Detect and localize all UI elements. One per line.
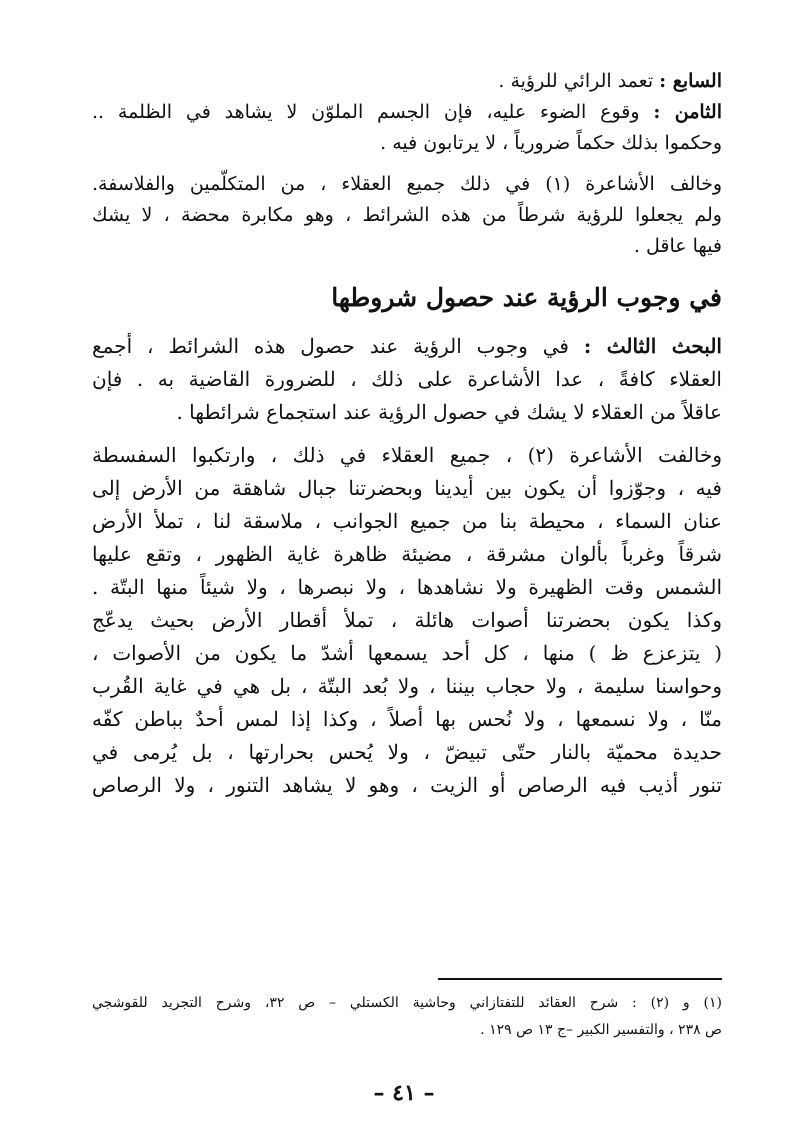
line-label: الثامن : [653,101,722,123]
text-line: منّا ، ولا نسمعها ، ولا نُحس بها أصلاً ، وكذا إذا لمس أحدٌ بباطن كفّه [92,707,722,731]
text-line: تنور أذيب فيه الرصاص أو الزيت ، وهو لا يشاهد التنور ، ولا الرصاص [92,773,722,797]
section-paragraph [92,330,722,802]
text-line: الشمس وقت الظهيرة ولا نشاهدها ، ولا نبصرها ، ولا شيئاً منها البتّة . [92,575,722,599]
text-line: وحكموا بذلك حكماً ضرورياً ، لا يرتابون فيه . [380,132,722,154]
text-line: وحواسنا سليمة ، ولا حجاب بيننا ، ولا بُعد البتّة ، بل هي في غاية القُرب [92,674,722,698]
page-body [92,66,722,802]
line-label: السابع : [659,70,722,92]
line-label: البحث الثالث : [583,334,722,358]
text-line: السابع : تعمد الرائي للرؤية . [498,70,722,92]
text-line: العقلاء كافةً ، عدا الأشاعرة على ذلك ، للضرورة القاضية به . فإن [92,367,722,391]
text-line: البحث الثالث : في وجوب الرؤية عند حصول هذه الشرائط ، أجمع [92,334,722,358]
text-line: عاقلاً من العقلاء لا يشك في حصول الرؤية عند استجماع شرائطها . [176,400,722,424]
footnotes [92,990,722,1044]
text-line: وكذا يكون بحضرتنا أصوات هائلة ، تملأ أقطار الأرض بحيث يدعّج [92,608,722,632]
footnote-divider [438,978,722,980]
text-line: ولم يجعلوا للرؤية شرطاً من هذه الشرائط ، وهو مكابرة محضة ، لا يشك [92,204,722,226]
footnote-line: ص ٢٣٨ ، والتفسير الكبير –ج ١٣ ص ١٢٩ . [480,1022,722,1038]
text-line: وخالف الأشاعرة (١) في ذلك جميع العقلاء ، من المتكلّمين والفلاسفة. [92,173,722,195]
text-line: الثامن : وقوع الضوء عليه، فإن الجسم الملوّن لا يشاهد في الظلمة .. [92,101,722,123]
text-line: فيه ، وجوّزوا أن يكون بين أيدينا وبحضرتنا جبال شاهقة من الأرض إلى [92,476,722,500]
text-line: فيها عاقل . [633,235,722,257]
text-line: شرقاً وغرباً بألوان مشرقة ، مضيئة ظاهرة غاية الظهور ، وتقع عليها [92,542,722,566]
section-heading: في وجوب الرؤية عند حصول شروطها [331,283,722,312]
text-line: ( يتزعزع ظ ) منها ، كل أحد يسمعها أشدّ ما يكون من الأصوات ، [92,641,722,665]
text-line: عنان السماء ، محيطة بنا من جميع الجوانب ، ملاسقة لنا ، تملأ الأرض [92,509,722,533]
page-number: – ٤١ – [373,1080,435,1106]
text-line: وخالفت الأشاعرة (٢) ، جميع العقلاء في ذلك ، وارتكبوا السفسطة [92,443,722,467]
footnote-line: (١) و (٢) : شرح العقائد للتفتازاني وحاشية الكستلي – ص ٣٢، وشرح التجريد للقوشجي [92,995,722,1011]
text-line: حديدة محميّة بالنار حتّى تبيضّ ، ولا يُحس بحرارتها ، بل يُرمى في [92,740,722,764]
